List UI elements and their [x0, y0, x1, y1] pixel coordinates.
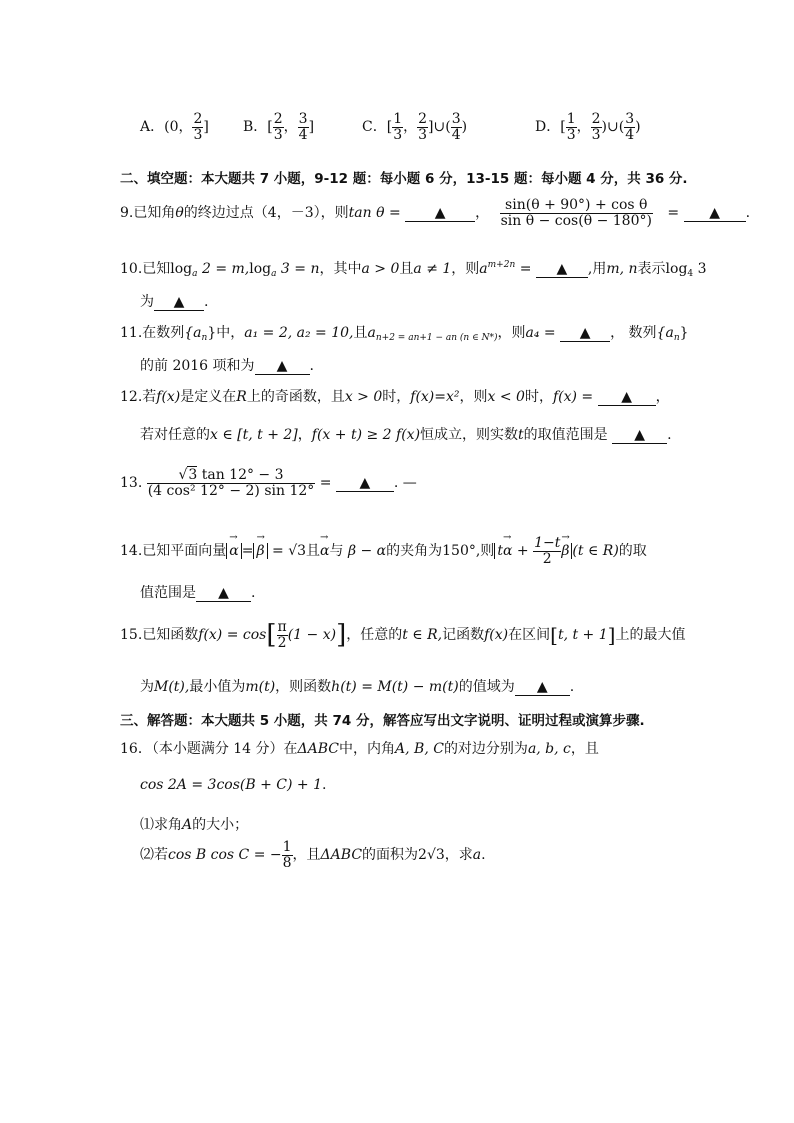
option-a: A．(0， $\frac{2}{3}$ ]: [140, 111, 209, 143]
question-16-equation: cos 2A = 3cos(B + C) + 1.: [140, 777, 327, 793]
question-13: 13. $\frac{√3 \tan 12^\circ - 3}{\text{(4 cos² 12° − 2) sin 12°}}$ = ▲ . —: [120, 467, 417, 499]
answer-blank-10a[interactable]: ▲: [536, 261, 588, 278]
answer-blank-13[interactable]: ▲: [336, 475, 394, 492]
question-14: 14.已知平面向量→ α =→ β = √3且→ α与 β − α的夹角为150°,则 t→ α + $\frac{1-t}{2}$ → β (t ∈ R)的取: [120, 536, 647, 566]
question-10: 10.已知$\log_a 2 = m,\log_a$ 3 = n，其中a > 0且a ≠ 1，则$a^{m+2n}$ = ▲ ,用m, n表示$\log_4 3$: [120, 260, 707, 279]
question-16-part2: ⑵若cos B cos C = − $\frac{1}{8}$ ，且ΔABC的面积为2√3，求a.: [140, 839, 486, 871]
answer-blank-12b[interactable]: ▲: [612, 427, 667, 444]
option-b: B．[ $\frac{2}{3}$ ， $\frac{3}{4}$ ]: [243, 111, 315, 143]
section2-heading: 二、填空题：本大题共 7 小题，9-12 题：每小题 6 分，13-15 题：每小题 4 分，共 36 分.: [120, 171, 688, 187]
question-14-line2: 值范围是 ▲ .: [140, 585, 256, 601]
question-9: 9.已知角θ的终边过点（4，－3），则tan θ = ▲ ， $\frac{\text{sin(θ + 90°) + cos θ}}{\text{sin θ − cos(θ − 180°)}}$ = ▲ .: [120, 197, 751, 229]
question-11: 11.在数列$\{a_n\}$中，a₁ = 2, a₂ = 10,且$a_{n+2 = an+1 - an (n \in N*)}$，则a₄ = ▲ ， 数列$\{a_n\}$: [120, 325, 689, 343]
answer-blank-11a[interactable]: ▲: [560, 325, 610, 342]
question-12: 12.若f(x)是定义在R上的奇函数，且x > 0时，f(x)=x²，则x < 0时，f(x) = ▲ ，: [120, 389, 670, 405]
question-16-part1: ⑴求角A的大小；: [140, 817, 249, 833]
answer-blank-15[interactable]: ▲: [515, 679, 570, 696]
answer-blank-12a[interactable]: ▲: [598, 389, 656, 406]
question-12-line2: 若对任意的x ∈ [t, t + 2]，f(x + t) ≥ 2 f(x)恒成立，则实数t的取值范围是 ▲ .: [140, 427, 672, 443]
question-16: 16．（本小题满分 14 分）在ΔABC中，内角A, B, C的对边分别为a, b, c，且: [120, 741, 599, 757]
section3-heading: 三、解答题：本大题共 5 小题，共 74 分，解答应写出文字说明、证明过程或演算步骤.: [120, 713, 645, 729]
answer-blank-14[interactable]: ▲: [196, 585, 251, 602]
question-10-line2: 为 ▲ .: [140, 294, 209, 310]
question-15-line2: 为M(t),最小值为m(t)，则函数h(t) = M(t) − m(t)的值域为 ▲ .: [140, 679, 575, 695]
answer-blank-11b[interactable]: ▲: [255, 358, 310, 375]
option-c: C．[ $\frac{1}{3}$ ， $\frac{2}{3}$ ]∪( $\frac{3}{4}$ ): [362, 111, 468, 143]
answer-blank-10b[interactable]: ▲: [154, 294, 204, 311]
option-d: D．[ $\frac{1}{3}$ ， $\frac{2}{3}$ )∪( $\frac{3}{4}$ ): [535, 111, 641, 143]
answer-blank-9b[interactable]: ▲: [684, 205, 746, 222]
answer-blank-9a[interactable]: ▲: [405, 205, 475, 222]
question-15: 15.已知函数f(x) = cos[ $\frac{\pi}{2}$ (1 − x)]，任意的t ∈ R,记函数f(x)在区间[t, t + 1]上的最大值: [120, 619, 686, 651]
question-11-line2: 的前 2016 项和为 ▲ .: [140, 358, 314, 374]
